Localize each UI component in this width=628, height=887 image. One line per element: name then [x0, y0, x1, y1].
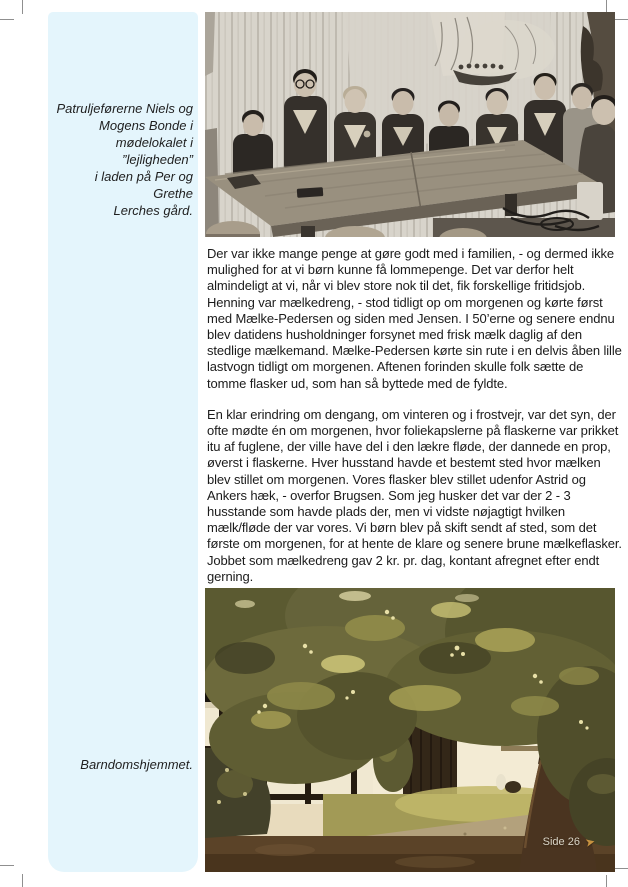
crop-mark	[613, 19, 628, 20]
body-text	[207, 246, 622, 600]
childhood-home-illustration	[205, 588, 615, 872]
childhood-home-photo	[205, 588, 615, 872]
page-number: Side 26	[542, 836, 580, 848]
next-page-arrow-icon: ➤	[583, 834, 597, 850]
paragraph-1: Der var ikke mange penge at gøre godt med i familien, - og dermed ikke mulighed for at vi børn kunne få lommepenge. Det var derfor helt almindeligt at vi, når vi blev store nok til det, fik forskellige fritidsjob. Henning var mælkedreng, - stod tidligt op om morgenen og kørte først med Mælke-Pedersen og siden med Jensen. I 50’erne og senere endnu blev datidens husholdninger forsynet med frisk mælk daglig af den stedlige mælkemand. Mælke-Pedersen kørte sin rute i en delvis åben lille lastvogn tidligt om morgenen. Aftenen forinden skulle folk sætte de tomme flasker ud, som han så byttede med de fyldte.	[207, 246, 622, 391]
crop-mark	[606, 875, 607, 887]
caption-line: Mogens Bonde i	[99, 118, 193, 133]
page-number-overlay	[543, 836, 595, 848]
caption-line: Patruljeførerne Niels og	[56, 101, 193, 116]
paragraph-2: En klar erindring om dengang, om vinteren og i frostvejr, var det syn, der ofte mødte én om morgenen, hvor foliekapslerne på flaskerne var prikket itu af fuglene, der ville have del i den lækre fløde, der dannede en prop, øverst i flaskerne. Hver husstand havde et bestemt sted hvor mælken blev stillet om morgenen. Vores flasker blev stillet udenfor Astrid og Ankers hæk, - overfor Brugsen. Som jeg husker det var der 2 - 3 husstande som havde plads der, men vi vidste nøjagtigt hvilken mælk/fløde der var vores. Vi børn blev på skift sendt af sted, som det første om morgenen, for at hente de klare og senere brune mælkeflasker. Jobbet som mælkedreng gav 2 kr. pr. dag, kontant afregnet efter endt gerning.	[207, 406, 622, 584]
top-photo-caption	[53, 100, 193, 219]
crop-mark	[614, 868, 628, 869]
crop-mark	[0, 19, 14, 20]
caption-line: i laden på Per og Grethe	[94, 169, 193, 201]
crop-mark	[0, 865, 14, 866]
caption-line: mødelokalet i ”lejligheden”	[115, 135, 193, 167]
scouts-photo-illustration	[205, 12, 615, 237]
scouts-photo	[205, 12, 615, 237]
left-margin-panel	[48, 12, 198, 872]
crop-mark	[22, 0, 23, 14]
crop-mark	[22, 874, 23, 887]
bottom-photo-caption: Barndomshjemmet.	[80, 757, 193, 772]
caption-line: Lerches gård.	[113, 203, 193, 218]
